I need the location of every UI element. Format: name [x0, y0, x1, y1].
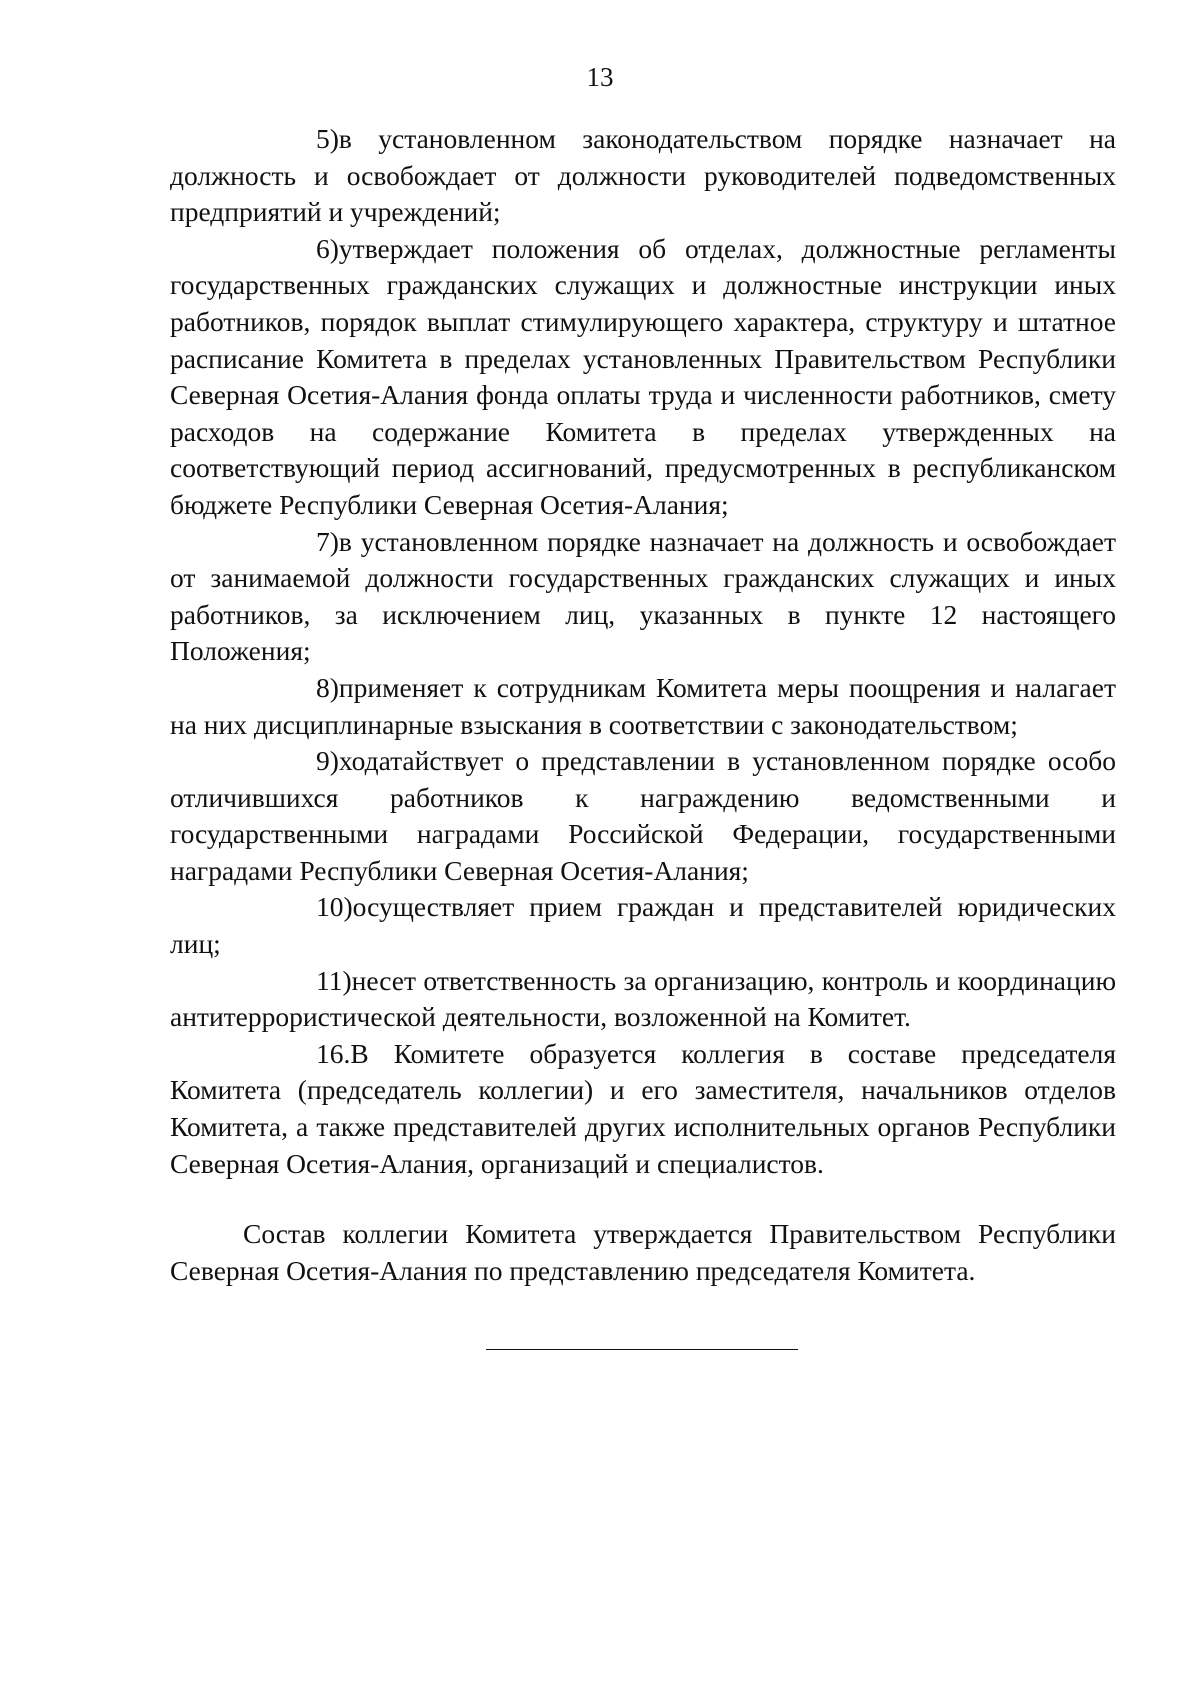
list-item-number: 6) — [316, 232, 339, 264]
list-item-text: применяет к сотрудникам Комитета меры поощрения и налагает на них дисциплинарные взыскания в соответствии с законодательством; — [170, 671, 1116, 740]
list-item-5 — [170, 121, 1116, 231]
section-16 — [170, 1036, 1116, 1182]
list-item-number: 7) — [316, 525, 339, 557]
list-item-7 — [170, 524, 1116, 670]
list-item-6 — [170, 231, 1116, 524]
list-item-number: 5) — [316, 123, 339, 154]
list-item-text: в установленном порядке назначает на должность и освобождает от занимаемой должности государственных гражданских служащих и иных работников, за исключением лиц, указанных в пункте 12 настоящего Положения; — [170, 525, 1116, 667]
list-item-11 — [170, 963, 1116, 1036]
list-item-text: несет ответственность за организацию, контроль и координацию антитеррористической деятельности, возложенной на Комитет. — [170, 964, 1116, 1033]
list-item-10 — [170, 889, 1116, 962]
end-of-document-rule — [486, 1349, 798, 1350]
section-text: В Комитете образуется коллегия в составе председателя Комитета (председатель коллегии) и его заместителя, начальников отделов Комитета, а также представителей других исполнительных органов Республики Северная Осетия-Алания, организаций и специалистов. — [170, 1037, 1116, 1179]
list-item-9 — [170, 743, 1116, 889]
list-item-text: осуществляет прием граждан и представителей юридических лиц; — [170, 891, 1116, 960]
list-item-8 — [170, 670, 1116, 743]
list-item-number: 8) — [316, 671, 339, 703]
list-item-number: 9) — [316, 745, 339, 777]
list-item-text: утверждает положения об отделах, должностные регламенты государственных гражданских служащих и должностные инструкции иных работников, порядок выплат стимулирующего характера, структуру и штатное расписание Комитета в пределах установленных Правительством Республики Северная Осетия-Алания фонда оплаты труда и численности работников, смету расходов на содержание Комитета в пределах утвержденных на соответствующий период ассигнований, предусмотренных в республиканском бюджете Республики Северная Осетия-Алания; — [170, 232, 1116, 520]
list-item-text: в установленном законодательством порядке назначает на должность и освобождает от должности руководителей подведомственных предприятий и учреждений; — [170, 123, 1116, 228]
list-item-number: 11) — [316, 964, 352, 996]
section-number: 16. — [316, 1037, 351, 1069]
document-body — [170, 121, 1116, 1289]
page-number: 13 — [586, 62, 614, 92]
list-item-number: 10) — [316, 891, 353, 923]
list-item-text: ходатайствует о представлении в установленном порядке особо отличившихся работников к награждению ведомственными и государственными наградами Российской Федерации, государственными наградами Республики Северная Осетия-Алания; — [170, 745, 1116, 886]
closing-paragraph: Состав коллегии Комитета утверждается Правительством Республики Северная Осетия-Алания по представлению председателя Комитета. — [170, 1218, 1116, 1286]
